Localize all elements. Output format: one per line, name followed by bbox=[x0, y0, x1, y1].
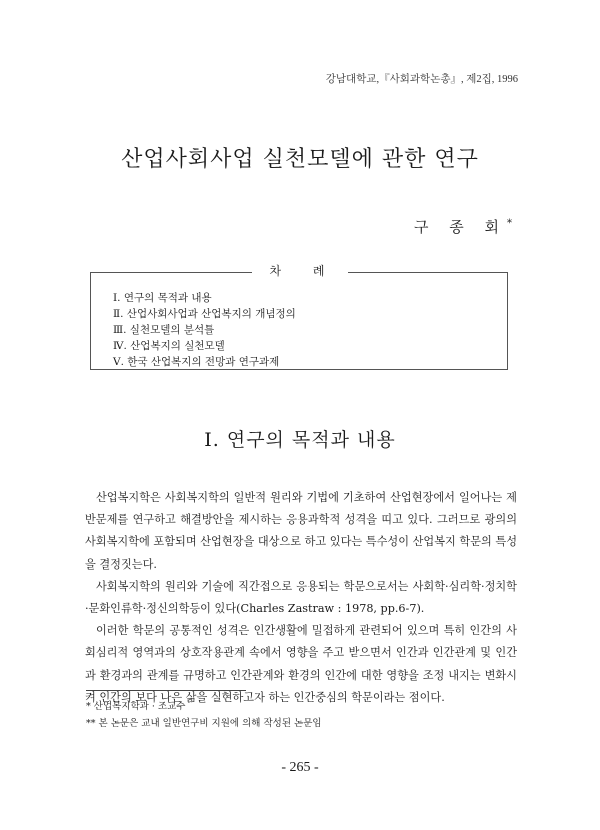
body-paragraph: 이러한 학문의 공통적인 성격은 인간생활에 밀접하게 관련되어 있으며 특히 인간의 사회심리적 영역과의 상호작용관계 속에서 영향을 주고 받으면서 인간과 인간관계 및 인간과 환경과의 관계를 규명하고 인간관계와 환경의 인간에 대한 영향을 조정 내지는 변화시켜 인간의 보다 나은 삶을 실현하고자 하는 인간중심의 학문이라는 점이다. bbox=[85, 624, 517, 704]
journal-header: 강남대학교,『사회과학논총』, 제2집, 1996 bbox=[325, 74, 518, 85]
toc-item: Ⅰ. 연구의 목적과 내용 bbox=[113, 292, 212, 304]
author-footnote-mark: * bbox=[507, 218, 512, 229]
toc-item: Ⅳ. 산업복지의 실천모델 bbox=[113, 340, 225, 352]
author-name: 구 종 회 bbox=[413, 218, 507, 236]
footnote-funding: ** 본 논문은 교내 일반연구비 지원에 의해 작성된 논문임 bbox=[86, 718, 322, 729]
paper-title: 산업사회사업 실천모델에 관한 연구 bbox=[121, 147, 479, 172]
body-paragraph: 산업복지학은 사회복지학의 일반적 원리와 기법에 기초하여 산업현장에서 일어나는 제반문제를 연구하고 해결방안을 제시하는 응용과학적 성격을 띠고 있다. 그러므로 광의의 사회복지학에 포함되며 산업현장을 대상으로 하고 있다는 특수성이 산업복지 학문의 특성을 결정짓는다. bbox=[85, 491, 517, 571]
body-paragraph: 사회복지학의 원리와 기술에 직간접으로 응용되는 학문으로서는 사회학·심리학·정치학·문화인류학·정신의학등이 있다(Charles Zastraw : 1978, pp.6-7). bbox=[85, 579, 517, 616]
footnote-divider bbox=[86, 690, 246, 691]
toc-item: Ⅱ. 산업사회사업과 산업복지의 개념정의 bbox=[113, 308, 296, 320]
footnotes bbox=[86, 698, 322, 732]
section-heading: Ⅰ. 연구의 목적과 내용 bbox=[204, 429, 396, 451]
toc-list bbox=[113, 290, 296, 370]
toc-heading bbox=[252, 262, 348, 279]
footnote-affiliation: * 산업복지학과 · 조교수 bbox=[86, 701, 186, 712]
author bbox=[414, 216, 512, 237]
toc-item: Ⅴ. 한국 산업복지의 전망과 연구과제 bbox=[113, 356, 280, 368]
page-number: - 265 - bbox=[281, 760, 319, 775]
body-text bbox=[85, 487, 517, 709]
toc-heading-text: 차 례 bbox=[269, 264, 339, 278]
toc-item: Ⅲ. 실천모델의 분석틀 bbox=[113, 324, 215, 336]
